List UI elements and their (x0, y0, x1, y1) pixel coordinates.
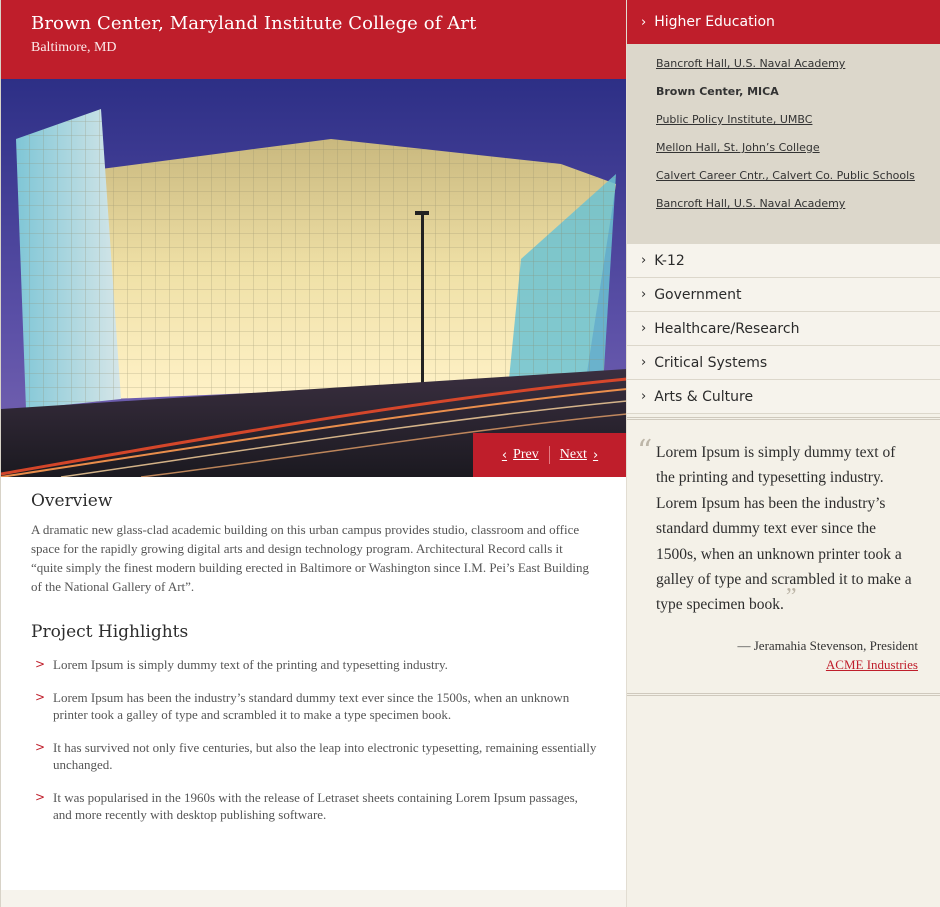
project-link[interactable]: Mellon Hall, St. John’s College (656, 141, 820, 154)
category-arts-culture[interactable] (627, 380, 940, 414)
category-label: Arts & Culture (654, 388, 754, 405)
chevron-left-icon: ‹ (501, 447, 508, 463)
category-label: K-12 (654, 252, 685, 269)
testimonial (627, 420, 940, 673)
close-quote-icon: ” (785, 584, 797, 611)
next-button[interactable] (550, 447, 608, 463)
chevron-right-icon: > (35, 657, 46, 671)
page-title: Brown Center, Maryland Institute College of Art (31, 13, 477, 34)
building-image (1, 79, 627, 477)
testimonial-author: — Jeramahia Stevenson, President (737, 637, 918, 653)
category-government[interactable] (627, 278, 940, 312)
chevron-right-icon: › (641, 355, 647, 370)
testimonial-text (656, 440, 918, 618)
category-label: Government (654, 286, 742, 303)
quote-body: Lorem Ipsum is simply dummy text of the printing and typesetting industry. Lorem Ipsum has been the industry’s standard dummy text ever since the 1500s, when an unknown printer took a galley of type and scrambled it to make a type specimen book. (656, 444, 912, 614)
chevron-right-icon: › (641, 287, 647, 302)
chevron-right-icon: › (641, 14, 647, 30)
chevron-right-icon: › (592, 447, 599, 463)
chevron-right-icon: > (35, 740, 46, 754)
category-label: Higher Education (654, 14, 775, 30)
project-link-current: Brown Center, MICA (656, 85, 779, 98)
category-k-12[interactable] (627, 244, 940, 278)
project-content (1, 477, 627, 890)
category-label: Healthcare/Research (654, 320, 800, 337)
next-label: Next (559, 447, 587, 462)
sidebar (626, 0, 940, 907)
project-link[interactable]: Bancroft Hall, U.S. Naval Academy (656, 197, 846, 210)
project-location: Baltimore, MD (31, 40, 117, 55)
prev-label: Prev (513, 447, 539, 462)
category-higher-education[interactable] (627, 0, 940, 44)
project-link[interactable]: Calvert Career Cntr., Calvert Co. Public Schools (656, 169, 915, 182)
list-item (31, 689, 597, 723)
highlights-list (31, 656, 597, 823)
chevron-right-icon: > (35, 690, 46, 704)
project-photo (1, 79, 627, 477)
overview-text: A dramatic new glass-clad academic building on this urban campus provides studio, classroom and office space for the rapidly growing digital arts and design technology program. Architectural Record calls it “quite simply the finest modern building erected in Baltimore or Washington since I.M. Pei’s East Building of the National Gallery of Art”. (31, 522, 589, 594)
list-item (31, 656, 597, 673)
project-list (627, 44, 940, 244)
project-link[interactable]: Bancroft Hall, U.S. Naval Academy (656, 57, 846, 70)
chevron-right-icon: › (641, 321, 647, 336)
project-link[interactable]: Public Policy Institute, UMBC (656, 113, 813, 126)
divider (627, 693, 940, 696)
highlight-text: Lorem Ipsum is simply dummy text of the printing and typesetting industry. (53, 657, 448, 672)
overview-heading: Overview (31, 491, 113, 511)
company-link[interactable]: ACME Industries (825, 656, 918, 672)
highlight-text: It has survived not only five centuries, but also the leap into electronic typesetting, remaining essentially unchanged. (53, 740, 597, 772)
page-header (1, 0, 627, 79)
highlight-text: Lorem Ipsum has been the industry’s standard dummy text ever since the 1500s, when an unknown printer took a galley of type and scrambled it to make a type specimen book. (53, 690, 570, 722)
category-critical-systems[interactable] (627, 346, 940, 380)
highlights-heading: Project Highlights (31, 622, 189, 642)
chevron-right-icon: > (35, 790, 46, 804)
chevron-right-icon: › (641, 389, 647, 404)
photo-pager (473, 433, 627, 477)
prev-button[interactable] (492, 447, 549, 463)
list-item (31, 789, 597, 823)
list-item (31, 739, 597, 773)
category-label: Critical Systems (654, 354, 768, 371)
highlight-text: It was popularised in the 1960s with the release of Letraset sheets containing Lorem Ipsum passages, and more recently with desktop publishing software. (53, 790, 578, 822)
open-quote-icon: “ (637, 434, 653, 469)
category-healthcare-research[interactable] (627, 312, 940, 346)
chevron-right-icon: › (641, 253, 647, 268)
